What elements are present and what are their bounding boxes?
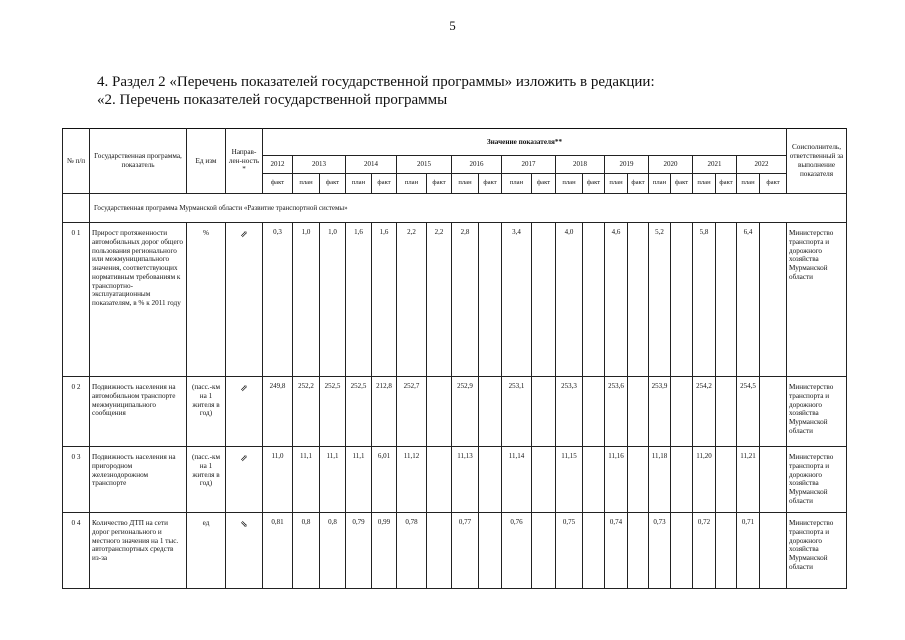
table-row	[63, 377, 847, 447]
value-cell: 0,74	[605, 513, 628, 589]
value-cell	[532, 513, 556, 589]
subheader-cell: план	[452, 174, 479, 194]
indicator-name: Количество ДТП на сети дорог регионального и местного значения на 1 тыс. автотранспортных средств из-за	[90, 513, 187, 589]
value-cell: 2,2	[397, 223, 427, 377]
value-cell	[760, 223, 787, 377]
value-cell	[671, 447, 693, 513]
value-cell: 0,73	[649, 513, 671, 589]
year-header: 2015	[397, 156, 452, 174]
direction-cell	[226, 513, 263, 589]
indicator-name: Подвижность населения на автомобильном транспорте межмуниципального сообщения	[90, 377, 187, 447]
value-cell: 1,6	[346, 223, 372, 377]
arrow-down-right-icon: ⇘	[240, 519, 248, 529]
program-row-num	[63, 194, 90, 223]
value-cell	[583, 513, 605, 589]
value-cell	[532, 377, 556, 447]
col-header-unit: Ед изм	[187, 129, 226, 194]
value-cell	[716, 513, 737, 589]
value-cell: 1,0	[293, 223, 320, 377]
value-cell: 252,5	[320, 377, 346, 447]
value-cell	[583, 447, 605, 513]
value-cell: 253,1	[502, 377, 532, 447]
direction-cell	[226, 447, 263, 513]
value-cell	[479, 377, 502, 447]
executor-cell: Министерство транспорта и дорожного хозяйства Мурманской области	[787, 513, 847, 589]
value-cell: 11,1	[346, 447, 372, 513]
value-cell: 6,4	[737, 223, 760, 377]
year-header: 2017	[502, 156, 556, 174]
col-header-executor: Соисполнитель, ответственный за выполнение показателя	[787, 129, 847, 194]
subheader-cell: факт	[671, 174, 693, 194]
value-cell	[628, 377, 649, 447]
value-cell: 0,3	[263, 223, 293, 377]
indicator-name: Подвижность населения на пригородном железнодорожном транспорте	[90, 447, 187, 513]
value-cell: 0,81	[263, 513, 293, 589]
subheader-cell: план	[346, 174, 372, 194]
section-heading: 4. Раздел 2 «Перечень показателей государственной программы» изложить в редакции:	[97, 74, 655, 90]
value-cell: 0,79	[346, 513, 372, 589]
executor-cell: Министерство транспорта и дорожного хозяйства Мурманской области	[787, 223, 847, 377]
value-cell: 0,8	[293, 513, 320, 589]
subheader-cell: план	[693, 174, 716, 194]
value-cell: 253,6	[605, 377, 628, 447]
indicators-table	[62, 128, 847, 589]
value-cell: 0,72	[693, 513, 716, 589]
value-cell	[628, 447, 649, 513]
value-cell: 0,99	[372, 513, 397, 589]
row-number: 0 1	[63, 223, 90, 377]
year-header: 2022	[737, 156, 787, 174]
value-cell: 4,0	[556, 223, 583, 377]
program-title: Государственная программа Мурманской области «Развитие транспортной системы»	[90, 194, 847, 223]
value-cell: 11,13	[452, 447, 479, 513]
executor-cell: Министерство транспорта и дорожного хозяйства Мурманской области	[787, 447, 847, 513]
year-header: 2012	[263, 156, 293, 174]
value-cell: 11,1	[293, 447, 320, 513]
value-cell: 5,2	[649, 223, 671, 377]
page-number: 5	[449, 18, 456, 33]
value-cell: 249,8	[263, 377, 293, 447]
indicator-name: Прирост протяженности автомобильных дорог общего пользования регионального или межмуниципального значения, соответствующих нормативным требованиям к транспортно-эксплуатационным показателям, в % к 2011 году	[90, 223, 187, 377]
subheader-cell: план	[397, 174, 427, 194]
value-cell: 2,8	[452, 223, 479, 377]
list-title: «2. Перечень показателей государственной программы	[97, 92, 448, 108]
subheader-cell: план	[649, 174, 671, 194]
col-header-direction: Направ-лен-ность *	[226, 129, 263, 194]
year-header: 2020	[649, 156, 693, 174]
value-cell: 253,9	[649, 377, 671, 447]
subheader-cell: факт	[427, 174, 452, 194]
value-cell: 252,9	[452, 377, 479, 447]
value-cell	[716, 447, 737, 513]
value-cell: 253,3	[556, 377, 583, 447]
table-row	[63, 447, 847, 513]
value-cell	[760, 447, 787, 513]
subheader-cell: факт	[479, 174, 502, 194]
value-cell: 0,76	[502, 513, 532, 589]
value-cell	[671, 223, 693, 377]
table-row	[63, 513, 847, 589]
value-cell	[628, 513, 649, 589]
value-cell: 252,2	[293, 377, 320, 447]
value-cell	[583, 377, 605, 447]
subheader-cell: факт	[628, 174, 649, 194]
value-cell: 0,71	[737, 513, 760, 589]
subheader-cell: факт	[760, 174, 787, 194]
subheader-cell: факт	[583, 174, 605, 194]
value-cell	[479, 513, 502, 589]
direction-cell	[226, 223, 263, 377]
value-cell	[479, 447, 502, 513]
table-row	[63, 223, 847, 377]
value-cell	[532, 223, 556, 377]
value-cell	[583, 223, 605, 377]
year-header: 2014	[346, 156, 397, 174]
indicator-unit: %	[187, 223, 226, 377]
year-header: 2016	[452, 156, 502, 174]
subheader-cell: план	[502, 174, 532, 194]
value-cell	[760, 513, 787, 589]
value-cell: 11,14	[502, 447, 532, 513]
year-header: 2013	[293, 156, 346, 174]
value-cell	[716, 223, 737, 377]
executor-cell: Министерство транспорта и дорожного хозяйства Мурманской области	[787, 377, 847, 447]
value-cell: 2,2	[427, 223, 452, 377]
value-cell	[671, 377, 693, 447]
value-cell	[427, 513, 452, 589]
value-cell: 11,21	[737, 447, 760, 513]
value-cell	[716, 377, 737, 447]
value-cell	[760, 377, 787, 447]
col-header-values: Значение показателя**	[263, 129, 787, 156]
value-cell: 1,6	[372, 223, 397, 377]
indicator-unit: (пасс.-км на 1 жителя в год)	[187, 377, 226, 447]
value-cell: 6,01	[372, 447, 397, 513]
value-cell: 4,6	[605, 223, 628, 377]
value-cell	[628, 223, 649, 377]
value-cell	[427, 447, 452, 513]
value-cell: 11,1	[320, 447, 346, 513]
value-cell: 0,75	[556, 513, 583, 589]
col-header-name: Государственная программа, показатель	[90, 129, 187, 194]
value-cell: 11,16	[605, 447, 628, 513]
value-cell: 5,8	[693, 223, 716, 377]
direction-cell	[226, 377, 263, 447]
subheader-cell: план	[737, 174, 760, 194]
subheader-cell: факт	[263, 174, 293, 194]
subheader-cell: факт	[320, 174, 346, 194]
value-cell: 11,15	[556, 447, 583, 513]
value-cell	[671, 513, 693, 589]
row-number: 0 3	[63, 447, 90, 513]
value-cell: 252,5	[346, 377, 372, 447]
subheader-cell: факт	[716, 174, 737, 194]
value-cell: 0,8	[320, 513, 346, 589]
value-cell: 212,8	[372, 377, 397, 447]
value-cell: 0,77	[452, 513, 479, 589]
row-number: 0 2	[63, 377, 90, 447]
indicator-unit: (пасс.-км на 1 жителя в год)	[187, 447, 226, 513]
subheader-cell: план	[605, 174, 628, 194]
value-cell: 252,7	[397, 377, 427, 447]
subheader-cell: план	[556, 174, 583, 194]
col-header-num: № п/п	[63, 129, 90, 194]
arrow-up-right-icon: ⇗	[240, 229, 248, 239]
arrow-up-right-icon: ⇗	[240, 383, 248, 393]
year-header: 2021	[693, 156, 737, 174]
value-cell: 254,5	[737, 377, 760, 447]
value-cell: 3,4	[502, 223, 532, 377]
value-cell: 1,0	[320, 223, 346, 377]
year-header: 2019	[605, 156, 649, 174]
indicator-unit: ед	[187, 513, 226, 589]
subheader-cell: факт	[532, 174, 556, 194]
value-cell	[427, 377, 452, 447]
value-cell: 0,78	[397, 513, 427, 589]
arrow-up-right-icon: ⇗	[240, 453, 248, 463]
value-cell	[479, 223, 502, 377]
subheader-cell: план	[293, 174, 320, 194]
value-cell: 11,20	[693, 447, 716, 513]
value-cell: 254,2	[693, 377, 716, 447]
value-cell: 11,18	[649, 447, 671, 513]
row-number: 0 4	[63, 513, 90, 589]
subheader-cell: факт	[372, 174, 397, 194]
year-header: 2018	[556, 156, 605, 174]
value-cell	[532, 447, 556, 513]
value-cell: 11,12	[397, 447, 427, 513]
value-cell: 11,0	[263, 447, 293, 513]
